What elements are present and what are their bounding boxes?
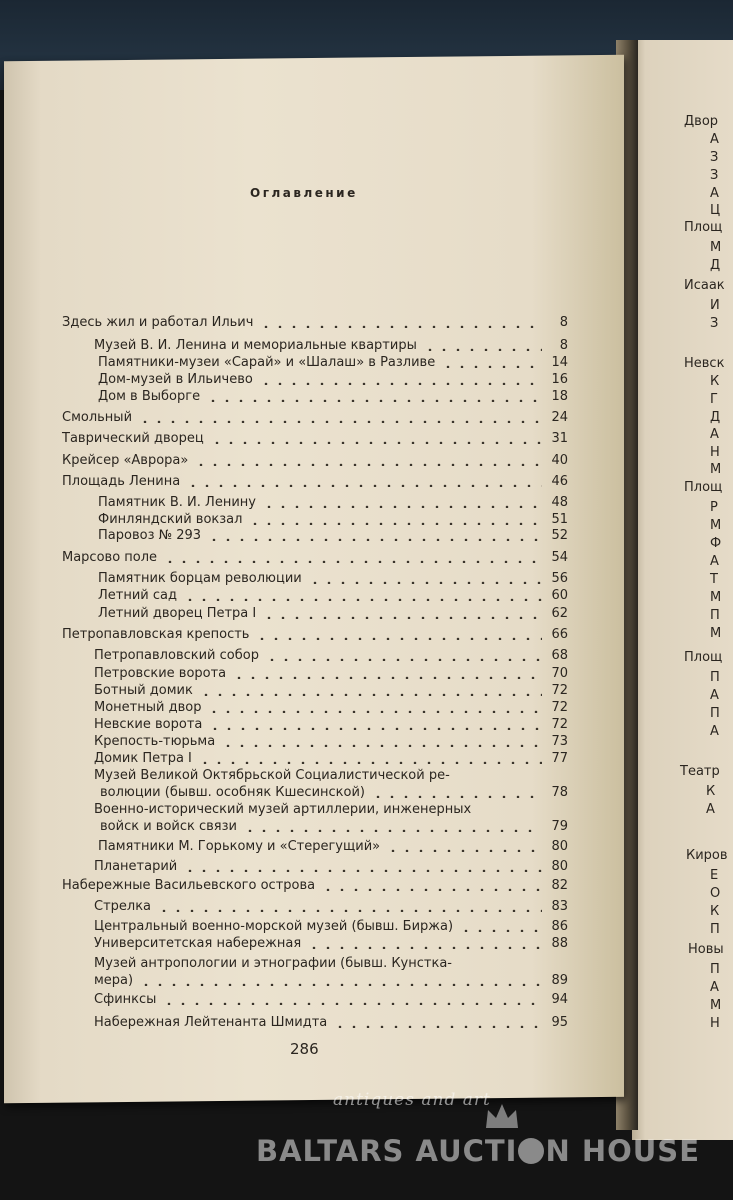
toc-entry [94, 767, 568, 785]
leader-dots [199, 693, 542, 696]
facing-page-fragment: Ц [710, 203, 721, 218]
toc-entry-page: 70 [551, 666, 568, 681]
toc-entry [94, 898, 568, 916]
facing-page-fragment: И [710, 298, 720, 313]
toc-entry [94, 682, 568, 700]
leader-dots [371, 795, 542, 798]
leader-dots [186, 484, 542, 487]
facing-page-fragment: М [710, 518, 722, 533]
toc-entry [98, 527, 568, 545]
facing-page-fragment: Новы [688, 942, 724, 957]
watermark-brand-start: BALTARS AUCTI [256, 1134, 518, 1168]
facing-page-fragment: К [706, 784, 716, 799]
leader-dots [210, 441, 542, 444]
toc-entry-title: Памятник борцам революции [98, 571, 302, 586]
toc-entry-title: Набережные Васильевского острова [62, 878, 316, 893]
toc-entry-page: 62 [551, 606, 568, 621]
facing-page-fragment: З [710, 150, 719, 165]
toc-entry-title: Невские ворота [94, 717, 203, 732]
toc-entry [94, 733, 568, 751]
toc-entry [94, 972, 568, 990]
toc-entry [98, 494, 568, 512]
toc-entry-page: 80 [551, 859, 568, 874]
watermark-o-icon [518, 1138, 544, 1164]
toc-entry-title: Памятники-музеи «Сарай» и «Шалаш» в Разливе [98, 355, 436, 370]
toc-entry-page: 31 [551, 431, 568, 446]
toc-entry [98, 388, 568, 406]
toc-heading: Оглавление [250, 186, 358, 200]
toc-entry-page: 80 [551, 839, 568, 854]
toc-entry-page: 89 [551, 973, 568, 988]
toc-entry-page: 51 [551, 512, 568, 527]
leader-dots [423, 348, 542, 351]
toc-entry [94, 665, 568, 683]
toc-entry [98, 354, 568, 372]
leader-dots [207, 538, 542, 541]
toc-entry [94, 858, 568, 876]
facing-page-fragment: П [710, 962, 720, 977]
toc-entry-page: 52 [551, 528, 568, 543]
toc-entry-title: Здесь жил и работал Ильич [62, 315, 254, 330]
facing-page-fragment: Е [710, 868, 719, 883]
toc-entry [94, 750, 568, 768]
leader-dots [248, 522, 542, 525]
toc-entry-title: Паровоз № 293 [98, 528, 202, 543]
toc-entry-title: Крепость-тюрьма [94, 734, 216, 749]
toc-entry-title: Центральный военно-морской музей (бывш. Биржа) [94, 919, 454, 934]
facing-page-fragment: Невск [684, 356, 725, 371]
leader-dots [194, 463, 542, 466]
toc-entry-page: 73 [551, 734, 568, 749]
toc-entry-title: Марсово поле [62, 550, 158, 565]
toc-entry [94, 991, 568, 1009]
facing-page-fragment: Театр [680, 764, 720, 779]
toc-entry [94, 1014, 568, 1032]
toc-entry-page: 8 [559, 338, 568, 353]
leader-dots [163, 560, 542, 563]
toc-entry-page: 66 [551, 627, 568, 642]
toc-entry-page: 14 [551, 355, 568, 370]
facing-page-fragment: Н [710, 445, 720, 460]
page-number: 286 [290, 1040, 319, 1058]
toc-entry [98, 371, 568, 389]
leader-dots [262, 616, 542, 619]
leader-dots [321, 888, 542, 891]
toc-entry-page: 72 [551, 700, 568, 715]
toc-entry-title: Памятники М. Горькому и «Стерегущий» [98, 839, 381, 854]
facing-page-fragment: З [710, 316, 719, 331]
facing-page-fragment: М [710, 590, 722, 605]
toc-entry-page: 8 [559, 315, 568, 330]
toc-entry-page: 56 [551, 571, 568, 586]
toc-entry-title: войск и войск связи [100, 819, 237, 834]
facing-page-fragment: А [710, 688, 719, 703]
toc-entry-title: Планетарий [94, 859, 178, 874]
facing-page-fragment: А [710, 724, 719, 739]
facing-page-fragment: К [710, 904, 720, 919]
facing-page-fragment: Р [710, 500, 718, 515]
facing-page-fragment: М [710, 998, 722, 1013]
leader-dots [157, 909, 542, 912]
toc-entry-page: 48 [551, 495, 568, 510]
crown-icon [482, 1102, 522, 1132]
toc-entry-page: 83 [551, 899, 568, 914]
toc-entry [62, 314, 568, 332]
toc-entry-title: Музей антропологии и этнографии (бывш. Кунстка- [94, 956, 452, 971]
leader-dots [183, 869, 542, 872]
toc-entry-page: 16 [551, 372, 568, 387]
toc-entry-title: мера) [94, 973, 134, 988]
toc-entry-title: Петропавловский собор [94, 648, 259, 663]
facing-page-fragment: Площ [684, 650, 723, 665]
facing-page-fragment: А [706, 802, 715, 817]
facing-page-fragment: Исаак [684, 278, 725, 293]
toc-entry [100, 818, 568, 836]
toc-entry-page: 60 [551, 588, 568, 603]
leader-dots [183, 598, 542, 601]
toc-entry-title: Памятник В. И. Ленину [98, 495, 256, 510]
facing-page-fragment: М [710, 462, 722, 477]
toc-entry-title: Домик Петра I [94, 751, 192, 766]
leader-dots [243, 829, 542, 832]
toc-entry-title: Летний дворец Петра I [98, 606, 257, 621]
leader-dots [139, 983, 542, 986]
facing-page-fragment: П [710, 670, 720, 685]
watermark-brand [256, 1134, 700, 1168]
leader-dots [386, 849, 542, 852]
toc-entry [62, 430, 568, 448]
facing-page-fragment: А [710, 554, 719, 569]
leader-dots [138, 420, 542, 423]
toc-entry [94, 918, 568, 936]
facing-page-fragment: Д [710, 410, 721, 425]
toc-entry-page: 95 [551, 1015, 568, 1030]
leader-dots [255, 637, 542, 640]
toc-entry [98, 570, 568, 588]
toc-entry [94, 647, 568, 665]
facing-page-fragment: Г [710, 392, 718, 407]
toc-entry-title: Музей В. И. Ленина и мемориальные квартиры [94, 338, 417, 353]
facing-page-fragment: П [710, 706, 720, 721]
facing-page-fragment: Д [710, 258, 721, 273]
toc-entry [94, 337, 568, 355]
toc-entry [98, 605, 568, 623]
facing-page-fragment: А [710, 186, 719, 201]
toc-entry-page: 78 [551, 785, 568, 800]
toc-entry [94, 699, 568, 717]
toc-entry-page: 54 [551, 550, 568, 565]
facing-page-fragment: Площ [684, 480, 723, 495]
facing-page-fragment: З [710, 168, 719, 183]
toc-entry-title: волюции (бывш. особняк Кшесинской) [100, 785, 365, 800]
toc-entry-title: Дом-музей в Ильичево [98, 372, 253, 387]
toc-entry-page: 88 [551, 936, 568, 951]
leader-dots [459, 929, 542, 932]
leader-dots [333, 1025, 542, 1028]
toc-entry-page: 24 [551, 410, 568, 425]
toc-entry-page: 77 [551, 751, 568, 766]
facing-page-fragment: Ф [710, 536, 722, 551]
leader-dots [441, 365, 542, 368]
toc-entry [100, 784, 568, 802]
facing-page-fragment: М [710, 240, 722, 255]
toc-entry-title: Площадь Ленина [62, 474, 181, 489]
facing-page-fragment: Н [710, 1016, 720, 1031]
toc-entry-title: Университетская набережная [94, 936, 302, 951]
toc-entry-title: Петропавловская крепость [62, 627, 250, 642]
facing-page-fragment: А [710, 980, 719, 995]
facing-page-fragment: А [710, 427, 719, 442]
facing-page-fragment: О [710, 886, 721, 901]
leader-dots [206, 399, 542, 402]
facing-page-fragment: А [710, 132, 719, 147]
toc-entry [94, 801, 568, 819]
facing-page-fragment: П [710, 608, 720, 623]
toc-entry-page: 82 [551, 878, 568, 893]
toc-entry [98, 838, 568, 856]
toc-entry [62, 473, 568, 491]
facing-page-fragment: Т [710, 572, 718, 587]
toc-entry-page: 79 [551, 819, 568, 834]
toc-entry [62, 549, 568, 567]
toc-entry-title: Стрелка [94, 899, 152, 914]
toc-entry-page: 68 [551, 648, 568, 663]
toc-entry-title: Смольный [62, 410, 133, 425]
toc-entry-page: 86 [551, 919, 568, 934]
leader-dots [265, 658, 542, 661]
leader-dots [308, 581, 542, 584]
toc-entry [98, 587, 568, 605]
leader-dots [259, 382, 542, 385]
toc-entry-title: Военно-исторический музей артиллерии, инженерных [94, 802, 472, 817]
toc-entry [94, 955, 568, 973]
toc-entry [62, 409, 568, 427]
leader-dots [307, 946, 542, 949]
leader-dots [221, 744, 542, 747]
toc-entry-title: Сфинксы [94, 992, 157, 1007]
leader-dots [262, 505, 542, 508]
toc-entry-title: Ботный домик [94, 683, 193, 698]
toc-entry-title: Летний сад [98, 588, 177, 603]
toc-entry-page: 46 [551, 474, 568, 489]
toc-entry-title: Монетный двор [94, 700, 202, 715]
leader-dots [259, 325, 542, 328]
toc-entry-title: Крейсер «Аврора» [62, 453, 189, 468]
leader-dots [162, 1002, 542, 1005]
facing-page-fragment: П [710, 922, 720, 937]
toc-entry-title: Таврический дворец [62, 431, 204, 446]
toc-entry-title: Набережная Лейтенанта Шмидта [94, 1015, 328, 1030]
facing-page-fragment: Двор [684, 114, 719, 129]
toc-entry [94, 716, 568, 734]
toc-entry [62, 626, 568, 644]
facing-page-fragment: М [710, 626, 722, 641]
toc-entry-page: 94 [551, 992, 568, 1007]
leader-dots [198, 761, 542, 764]
facing-page-fragment: К [710, 374, 720, 389]
watermark-tagline: antiques and art [333, 1090, 491, 1110]
toc-entry [62, 877, 568, 895]
leader-dots [208, 727, 542, 730]
toc-entry [62, 452, 568, 470]
toc-entry-page: 72 [551, 683, 568, 698]
toc-entry-title: Петровские ворота [94, 666, 227, 681]
toc-entry-page: 40 [551, 453, 568, 468]
toc-entry-title: Финляндский вокзал [98, 512, 243, 527]
toc-entry-title: Музей Великой Октябрьской Социалистической ре- [94, 768, 450, 783]
facing-page-fragment: Киров [686, 848, 728, 863]
toc-entry [94, 935, 568, 953]
toc-entry-page: 72 [551, 717, 568, 732]
leader-dots [232, 676, 542, 679]
facing-page-fragment: Площ [684, 220, 723, 235]
toc-entry-page: 18 [551, 389, 568, 404]
leader-dots [207, 710, 542, 713]
watermark-brand-end: N HOUSE [545, 1134, 701, 1168]
toc-entry-title: Дом в Выборге [98, 389, 201, 404]
